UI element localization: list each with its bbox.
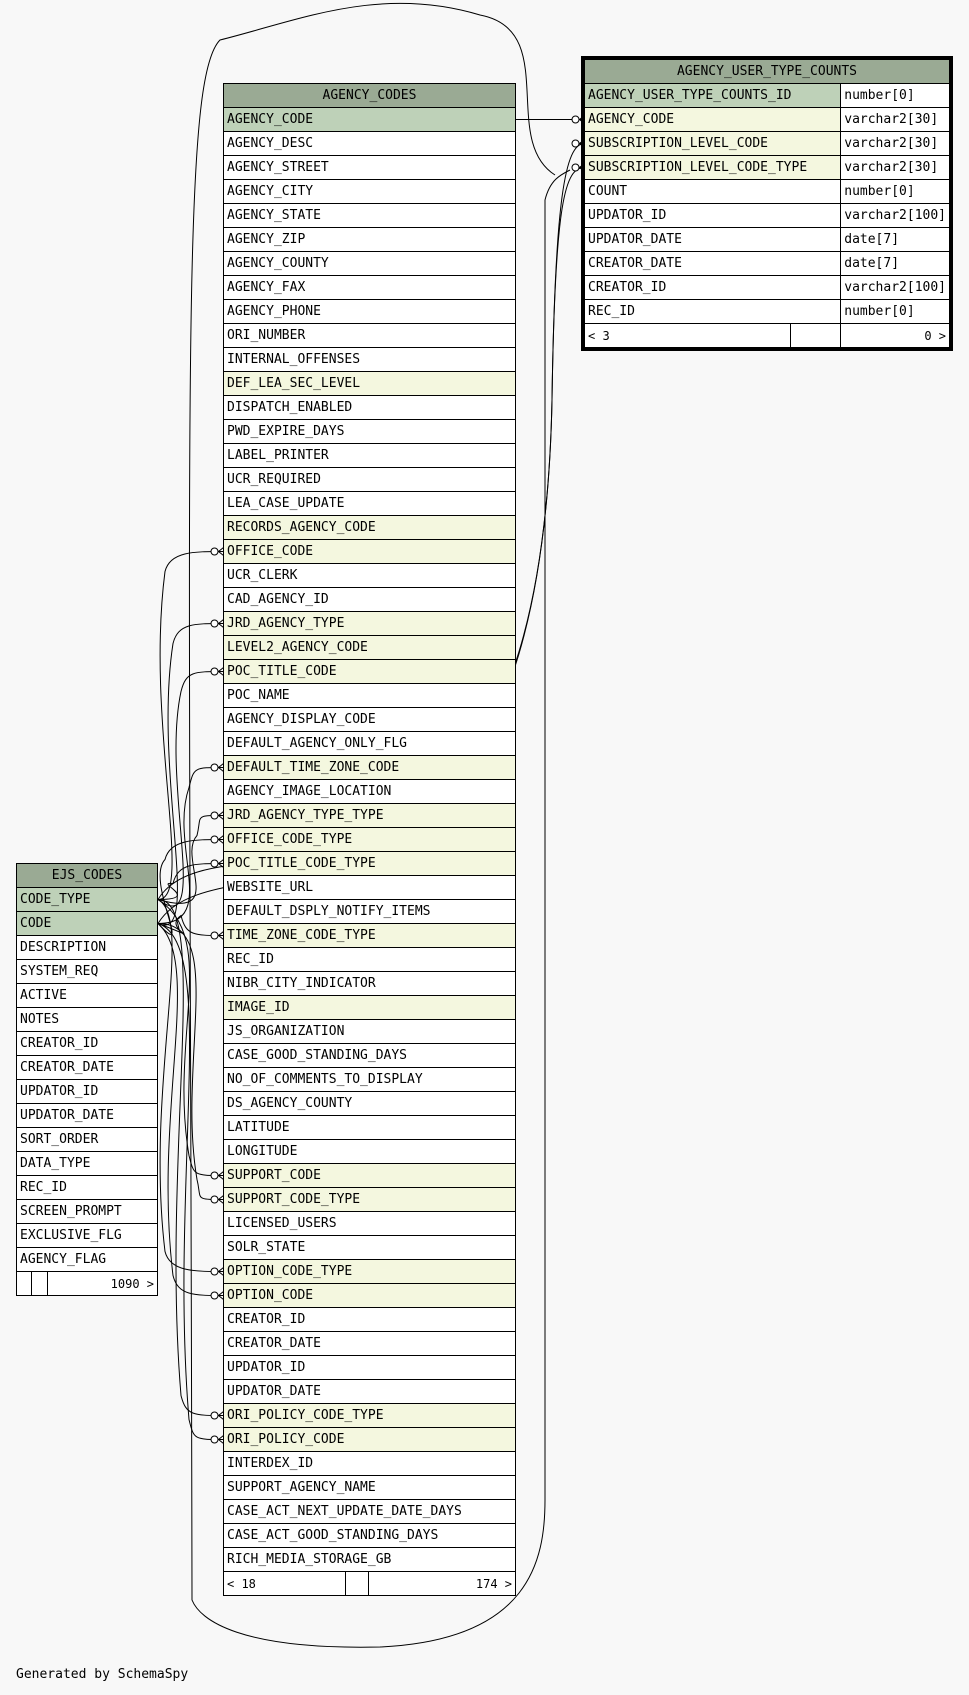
optional-end-marker: [572, 140, 579, 147]
column-name[interactable]: INTERDEX_ID: [224, 1452, 516, 1476]
column-row[interactable]: [224, 1356, 516, 1380]
column-name[interactable]: REC_ID: [585, 300, 841, 324]
column-name[interactable]: REC_ID: [17, 1176, 158, 1200]
optional-end-marker: [211, 1268, 218, 1275]
column-type: varchar2[30]: [841, 132, 950, 156]
column-type: varchar2[100]: [841, 204, 950, 228]
column-row[interactable]: [224, 1092, 516, 1116]
column-name[interactable]: SOLR_STATE: [224, 1236, 516, 1260]
column-name[interactable]: LEA_CASE_UPDATE: [224, 492, 516, 516]
column-row[interactable]: [224, 900, 516, 924]
table-title[interactable]: AGENCY_USER_TYPE_COUNTS: [585, 60, 950, 84]
table-title[interactable]: EJS_CODES: [17, 864, 158, 888]
column-row[interactable]: [17, 984, 158, 1008]
column-row[interactable]: [224, 300, 516, 324]
column-row[interactable]: [224, 612, 516, 636]
column-name[interactable]: PWD_EXPIRE_DAYS: [224, 420, 516, 444]
column-name[interactable]: ORI_NUMBER: [224, 324, 516, 348]
column-name[interactable]: CREATOR_DATE: [17, 1056, 158, 1080]
column-name[interactable]: AGENCY_FLAG: [17, 1248, 158, 1272]
column-row[interactable]: [585, 84, 950, 108]
column-row[interactable]: [224, 636, 516, 660]
column-row[interactable]: [224, 1068, 516, 1092]
column-name[interactable]: AGENCY_ZIP: [224, 228, 516, 252]
column-row[interactable]: [17, 936, 158, 960]
optional-end-marker: [211, 1172, 218, 1179]
column-row[interactable]: [224, 876, 516, 900]
column-type: date[7]: [841, 228, 950, 252]
column-name[interactable]: REC_ID: [224, 948, 516, 972]
column-name[interactable]: SUPPORT_AGENCY_NAME: [224, 1476, 516, 1500]
column-name[interactable]: AGENCY_CODE: [224, 108, 516, 132]
generated-by-footer: Generated by SchemaSpy: [16, 1667, 189, 1682]
column-row[interactable]: [224, 204, 516, 228]
column-name[interactable]: CREATOR_ID: [224, 1308, 516, 1332]
column-name[interactable]: AGENCY_CODE: [585, 108, 841, 132]
parent-count[interactable]: < 18: [224, 1572, 346, 1596]
column-row[interactable]: [224, 540, 516, 564]
relationship-line: [158, 864, 224, 900]
optional-end-marker: [211, 1436, 218, 1443]
column-row[interactable]: [17, 1104, 158, 1128]
column-name[interactable]: UPDATOR_ID: [17, 1080, 158, 1104]
column-row[interactable]: [17, 888, 158, 912]
optional-end-marker: [211, 548, 218, 555]
column-name[interactable]: CAD_AGENCY_ID: [224, 588, 516, 612]
column-row[interactable]: [224, 804, 516, 828]
optional-end-marker: [211, 1196, 218, 1203]
ejs-codes-table[interactable]: [16, 863, 158, 1296]
optional-end-marker: [211, 836, 218, 843]
column-name[interactable]: LEVEL2_AGENCY_CODE: [224, 636, 516, 660]
column-name[interactable]: LONGITUDE: [224, 1140, 516, 1164]
column-row[interactable]: [224, 1452, 516, 1476]
column-name[interactable]: CODE_TYPE: [17, 888, 158, 912]
column-name[interactable]: UCR_REQUIRED: [224, 468, 516, 492]
column-name[interactable]: AGENCY_FAX: [224, 276, 516, 300]
row-count[interactable]: 1090 >: [47, 1272, 157, 1296]
column-name[interactable]: IMAGE_ID: [224, 996, 516, 1020]
column-name[interactable]: DEF_LEA_SEC_LEVEL: [224, 372, 516, 396]
optional-end-marker: [211, 932, 218, 939]
column-type: date[7]: [841, 252, 950, 276]
table-footer-row: [17, 1272, 158, 1296]
column-row[interactable]: [224, 444, 516, 468]
column-name[interactable]: POC_TITLE_CODE_TYPE: [224, 852, 516, 876]
column-name[interactable]: SUBSCRIPTION_LEVEL_CODE: [585, 132, 841, 156]
column-name[interactable]: AGENCY_USER_TYPE_COUNTS_ID: [585, 84, 841, 108]
column-row[interactable]: [224, 852, 516, 876]
column-name[interactable]: DS_AGENCY_COUNTY: [224, 1092, 516, 1116]
row-count[interactable]: 174 >: [369, 1572, 516, 1596]
column-row[interactable]: [585, 300, 950, 324]
column-name[interactable]: SORT_ORDER: [17, 1128, 158, 1152]
column-name[interactable]: LABEL_PRINTER: [224, 444, 516, 468]
column-name[interactable]: ORI_POLICY_CODE: [224, 1428, 516, 1452]
column-row[interactable]: [585, 132, 950, 156]
column-name[interactable]: CREATOR_DATE: [585, 252, 841, 276]
column-name[interactable]: OPTION_CODE: [224, 1284, 516, 1308]
column-name[interactable]: NO_OF_COMMENTS_TO_DISPLAY: [224, 1068, 516, 1092]
column-row[interactable]: [224, 948, 516, 972]
column-row[interactable]: [224, 1500, 516, 1524]
column-row[interactable]: [224, 1116, 516, 1140]
column-name[interactable]: AGENCY_DESC: [224, 132, 516, 156]
column-row[interactable]: [224, 132, 516, 156]
spacer-cell: [345, 1572, 369, 1596]
column-type: varchar2[30]: [841, 108, 950, 132]
optional-end-marker: [211, 860, 218, 867]
column-row[interactable]: [17, 1224, 158, 1248]
column-row[interactable]: [224, 468, 516, 492]
column-name[interactable]: SUBSCRIPTION_LEVEL_CODE_TYPE: [585, 156, 841, 180]
column-name[interactable]: UPDATOR_DATE: [585, 228, 841, 252]
column-name[interactable]: DEFAULT_DSPLY_NOTIFY_ITEMS: [224, 900, 516, 924]
column-row[interactable]: [224, 1308, 516, 1332]
column-name[interactable]: SUPPORT_CODE: [224, 1164, 516, 1188]
column-name[interactable]: AGENCY_IMAGE_LOCATION: [224, 780, 516, 804]
column-name[interactable]: UPDATOR_DATE: [17, 1104, 158, 1128]
column-name[interactable]: UCR_CLERK: [224, 564, 516, 588]
column-row[interactable]: [224, 1188, 516, 1212]
column-row[interactable]: [224, 1524, 516, 1548]
column-row[interactable]: [585, 228, 950, 252]
column-row[interactable]: [224, 1428, 516, 1452]
table-header-row: [224, 84, 516, 108]
column-name[interactable]: AGENCY_DISPLAY_CODE: [224, 708, 516, 732]
column-row[interactable]: [17, 912, 158, 936]
column-row[interactable]: [224, 1020, 516, 1044]
column-name[interactable]: ORI_POLICY_CODE_TYPE: [224, 1404, 516, 1428]
column-name[interactable]: DEFAULT_TIME_ZONE_CODE: [224, 756, 516, 780]
column-name[interactable]: AGENCY_PHONE: [224, 300, 516, 324]
column-name[interactable]: DEFAULT_AGENCY_ONLY_FLG: [224, 732, 516, 756]
column-row[interactable]: [224, 516, 516, 540]
column-row[interactable]: [224, 972, 516, 996]
column-name[interactable]: CASE_GOOD_STANDING_DAYS: [224, 1044, 516, 1068]
column-name[interactable]: SCREEN_PROMPT: [17, 1200, 158, 1224]
column-row[interactable]: [224, 1260, 516, 1284]
column-row[interactable]: [224, 372, 516, 396]
column-name[interactable]: COUNT: [585, 180, 841, 204]
column-type: number[0]: [841, 84, 950, 108]
column-row[interactable]: [17, 1152, 158, 1176]
column-name[interactable]: OFFICE_CODE: [224, 540, 516, 564]
column-row[interactable]: [224, 396, 516, 420]
column-name[interactable]: LICENSED_USERS: [224, 1212, 516, 1236]
column-name[interactable]: SYSTEM_REQ: [17, 960, 158, 984]
column-row[interactable]: [224, 828, 516, 852]
column-name[interactable]: UPDATOR_DATE: [224, 1380, 516, 1404]
row-count[interactable]: 0 >: [841, 324, 950, 348]
column-row[interactable]: [224, 756, 516, 780]
column-type: varchar2[30]: [841, 156, 950, 180]
optional-end-marker: [211, 764, 218, 771]
column-row[interactable]: [224, 708, 516, 732]
column-name[interactable]: LATITUDE: [224, 1116, 516, 1140]
column-row[interactable]: [224, 1044, 516, 1068]
column-name[interactable]: DISPATCH_ENABLED: [224, 396, 516, 420]
column-row[interactable]: [17, 1080, 158, 1104]
column-row[interactable]: [585, 180, 950, 204]
table-footer-row: [224, 1572, 516, 1596]
column-row[interactable]: [17, 1032, 158, 1056]
spacer-cell: [32, 1272, 47, 1296]
column-row[interactable]: [17, 1008, 158, 1032]
column-row[interactable]: [224, 1236, 516, 1260]
column-name[interactable]: POC_TITLE_CODE: [224, 660, 516, 684]
optional-end-marker: [211, 620, 218, 627]
optional-end-marker: [211, 812, 218, 819]
parent-count[interactable]: [17, 1272, 32, 1296]
column-name[interactable]: CASE_ACT_NEXT_UPDATE_DATE_DAYS: [224, 1500, 516, 1524]
column-name[interactable]: JRD_AGENCY_TYPE: [224, 612, 516, 636]
optional-end-marker: [211, 1412, 218, 1419]
column-name[interactable]: AGENCY_STATE: [224, 204, 516, 228]
column-name[interactable]: UPDATOR_ID: [224, 1356, 516, 1380]
column-type: number[0]: [841, 180, 950, 204]
column-name[interactable]: WEBSITE_URL: [224, 876, 516, 900]
column-row[interactable]: [224, 276, 516, 300]
column-name[interactable]: DATA_TYPE: [17, 1152, 158, 1176]
column-name[interactable]: DESCRIPTION: [17, 936, 158, 960]
column-row[interactable]: [224, 732, 516, 756]
column-row[interactable]: [17, 1248, 158, 1272]
spacer-cell: [790, 324, 840, 348]
column-name[interactable]: POC_NAME: [224, 684, 516, 708]
column-row[interactable]: [224, 252, 516, 276]
optional-end-marker: [211, 668, 218, 675]
column-name[interactable]: AGENCY_CITY: [224, 180, 516, 204]
column-name[interactable]: SUPPORT_CODE_TYPE: [224, 1188, 516, 1212]
column-row[interactable]: [224, 1140, 516, 1164]
relationship-line: [158, 840, 224, 935]
column-row[interactable]: [224, 180, 516, 204]
column-name[interactable]: CREATOR_DATE: [224, 1332, 516, 1356]
column-row[interactable]: [224, 1548, 516, 1572]
column-type: varchar2[100]: [841, 276, 950, 300]
column-row[interactable]: [224, 1212, 516, 1236]
column-row[interactable]: [585, 204, 950, 228]
column-row[interactable]: [224, 924, 516, 948]
table-title[interactable]: AGENCY_CODES: [224, 84, 516, 108]
column-type: number[0]: [841, 300, 950, 324]
column-row[interactable]: [224, 996, 516, 1020]
column-row[interactable]: [224, 1380, 516, 1404]
column-row[interactable]: [224, 1164, 516, 1188]
parent-count[interactable]: < 3: [585, 324, 791, 348]
optional-end-marker: [211, 1292, 218, 1299]
column-row[interactable]: [224, 660, 516, 684]
column-row[interactable]: [224, 1332, 516, 1356]
column-name[interactable]: OFFICE_CODE_TYPE: [224, 828, 516, 852]
column-name[interactable]: TIME_ZONE_CODE_TYPE: [224, 924, 516, 948]
column-row[interactable]: [224, 1476, 516, 1500]
column-row[interactable]: [17, 1128, 158, 1152]
column-name[interactable]: JRD_AGENCY_TYPE_TYPE: [224, 804, 516, 828]
column-row[interactable]: [17, 1176, 158, 1200]
column-row[interactable]: [224, 492, 516, 516]
column-name[interactable]: RICH_MEDIA_STORAGE_GB: [224, 1548, 516, 1572]
column-row[interactable]: [585, 276, 950, 300]
column-row[interactable]: [17, 960, 158, 984]
column-name[interactable]: JS_ORGANIZATION: [224, 1020, 516, 1044]
column-row[interactable]: [224, 348, 516, 372]
column-row[interactable]: [224, 588, 516, 612]
optional-end-marker: [572, 164, 579, 171]
column-name[interactable]: INTERNAL_OFFENSES: [224, 348, 516, 372]
column-row[interactable]: [585, 108, 950, 132]
column-row[interactable]: [17, 1200, 158, 1224]
column-row[interactable]: [585, 252, 950, 276]
column-row[interactable]: [224, 1404, 516, 1428]
column-row[interactable]: [224, 1284, 516, 1308]
column-name[interactable]: AGENCY_STREET: [224, 156, 516, 180]
column-name[interactable]: NOTES: [17, 1008, 158, 1032]
table-header-row: [585, 60, 950, 84]
column-row[interactable]: [224, 228, 516, 252]
column-row[interactable]: [224, 420, 516, 444]
column-name[interactable]: CODE: [17, 912, 158, 936]
column-name[interactable]: UPDATOR_ID: [585, 204, 841, 228]
column-row[interactable]: [224, 780, 516, 804]
optional-end-marker: [572, 116, 579, 123]
agency-codes-table[interactable]: [223, 83, 516, 1596]
column-name[interactable]: AGENCY_COUNTY: [224, 252, 516, 276]
column-name[interactable]: NIBR_CITY_INDICATOR: [224, 972, 516, 996]
agency-user-type-counts-table[interactable]: [584, 59, 950, 348]
column-name[interactable]: ACTIVE: [17, 984, 158, 1008]
table-header-row: [17, 864, 158, 888]
column-name[interactable]: CREATOR_ID: [585, 276, 841, 300]
column-row[interactable]: [224, 564, 516, 588]
column-row[interactable]: [17, 1056, 158, 1080]
table-footer-row: [585, 324, 950, 348]
column-row[interactable]: [585, 156, 950, 180]
column-name[interactable]: OPTION_CODE_TYPE: [224, 1260, 516, 1284]
column-row[interactable]: [224, 108, 516, 132]
column-name[interactable]: RECORDS_AGENCY_CODE: [224, 516, 516, 540]
column-row[interactable]: [224, 156, 516, 180]
column-row[interactable]: [224, 684, 516, 708]
column-row[interactable]: [224, 324, 516, 348]
column-name[interactable]: EXCLUSIVE_FLG: [17, 1224, 158, 1248]
column-name[interactable]: CREATOR_ID: [17, 1032, 158, 1056]
column-name[interactable]: CASE_ACT_GOOD_STANDING_DAYS: [224, 1524, 516, 1548]
